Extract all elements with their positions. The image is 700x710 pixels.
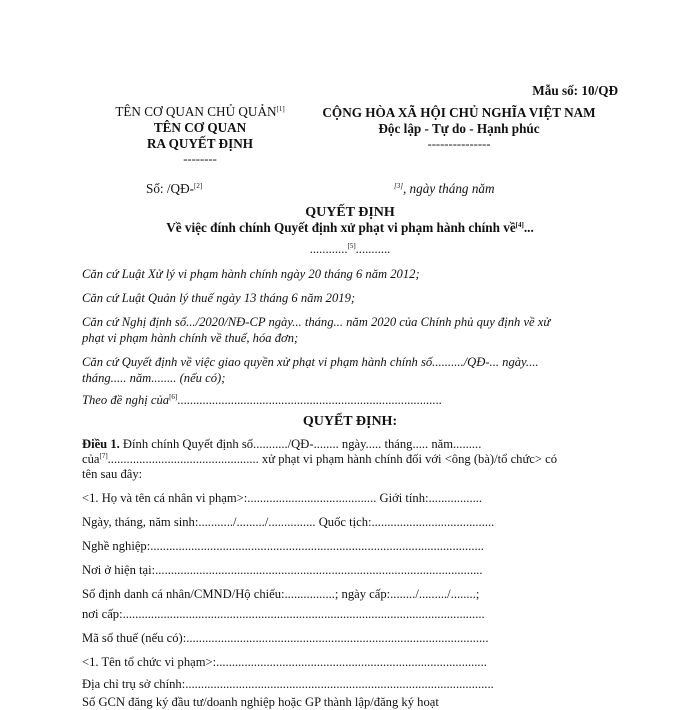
field-id-number: Số định danh cá nhân/CMND/Hộ chiếu:................; ngày cấp:......../........./........; (82, 587, 480, 601)
field-individual-name: <1. Họ và tên cá nhân vi phạm>:......................................... Giới tính:................. (82, 491, 483, 505)
agency-name: TÊN CƠ QUAN (153, 120, 247, 135)
basis-4-cont: tháng..... năm........ (nếu có); (82, 371, 226, 385)
country-name: CỘNG HÒA XÃ HỘI CHỦ NGHĨA VIỆT NAM (322, 105, 596, 120)
left-divider: -------- (183, 152, 217, 166)
left-header (80, 104, 320, 166)
article-1-line-2 (82, 452, 557, 467)
basis-1: Căn cứ Luật Xử lý vi phạm hành chính ngày 20 tháng 6 năm 2012; (82, 267, 420, 281)
form-code: Mẫu số: 10/QĐ (532, 83, 618, 98)
title-summary-line (0, 242, 700, 257)
note-marker: [6] (169, 393, 178, 401)
field-residence: Nơi ở hiện tại:........................................................................................................ (82, 563, 483, 577)
note-marker: [2] (194, 182, 203, 190)
proposal-label: Theo đề nghị của (82, 393, 170, 407)
field-head-office: Địa chỉ trụ sở chính:.................................................................................................. (82, 677, 494, 691)
date-text: , ngày tháng năm (402, 181, 495, 196)
article-label: Điều 1. (82, 437, 120, 451)
number-label: Số: /QĐ- (146, 181, 194, 196)
dots: ............ (309, 242, 348, 256)
document-number (146, 181, 202, 197)
document-subtitle (0, 220, 700, 236)
subtitle-tail: ... (523, 220, 534, 235)
proposal-line (82, 393, 442, 408)
field-registration-number: Số GCN đăng ký đầu tư/doanh nghiệp hoặc GP thành lập/đăng ký hoạt (82, 695, 439, 709)
dots: ........... (355, 242, 391, 256)
decision-heading: QUYẾT ĐỊNH: (302, 414, 398, 429)
basis-3: Căn cứ Nghị định số.../2020/NĐ-CP ngày... tháng... năm 2020 của Chính phủ quy định về xử (82, 315, 551, 329)
agency-parent-text: TÊN CƠ QUAN CHỦ QUẢN (115, 104, 277, 119)
note-marker: [5] (347, 242, 356, 250)
field-issued-place: nơi cấp:................................................................................................................... (82, 607, 485, 621)
article-text: của (82, 452, 100, 466)
note-marker: [1] (276, 105, 285, 113)
note-marker: [7] (99, 452, 108, 460)
basis-4: Căn cứ Quyết định về việc giao quyền xử phạt vi phạm hành chính số........../QĐ-... ngày.... (82, 355, 539, 369)
field-tax-code: Mã số thuế (nếu có):................................................................................................ (82, 631, 489, 645)
note-marker: [4] (515, 221, 524, 229)
basis-3-cont: phạt vi phạm hành chính về thuế, hóa đơn; (82, 331, 299, 345)
field-occupation: Nghề nghiệp:.......................................................................................................... (82, 539, 484, 553)
right-header (292, 104, 626, 151)
note-marker: [3] (394, 182, 403, 190)
article-text: ................................................ xử phạt vi phạm hành chính đối với <ông (bà)/tổ chức> có (107, 452, 558, 466)
article-text: Đính chính Quyết định số.........../QĐ-........ ngày..... tháng..... năm......... (119, 437, 482, 451)
field-birth-date: Ngày, tháng, năm sinh:.........../........./............... Quốc tịch:....................................... (82, 515, 495, 529)
motto: Độc lập - Tự do - Hạnh phúc (378, 121, 540, 136)
issuer-name: RA QUYẾT ĐỊNH (146, 136, 253, 151)
dots: .................................................................................... (177, 393, 442, 407)
field-organization-name: <1. Tên tổ chức vi phạm>:...................................................................................... (82, 655, 487, 669)
document-title: QUYẾT ĐỊNH (305, 205, 395, 220)
right-divider: --------------- (427, 137, 491, 151)
agency-parent (80, 104, 320, 120)
article-1-line-3: tên sau đây: (82, 467, 143, 481)
basis-2: Căn cứ Luật Quản lý thuế ngày 13 tháng 6 năm 2019; (82, 291, 356, 305)
article-1-line-1 (82, 437, 481, 452)
document-date (394, 181, 495, 197)
subtitle-text: Về việc đính chính Quyết định xử phạt vi phạm hành chính về (166, 220, 516, 235)
